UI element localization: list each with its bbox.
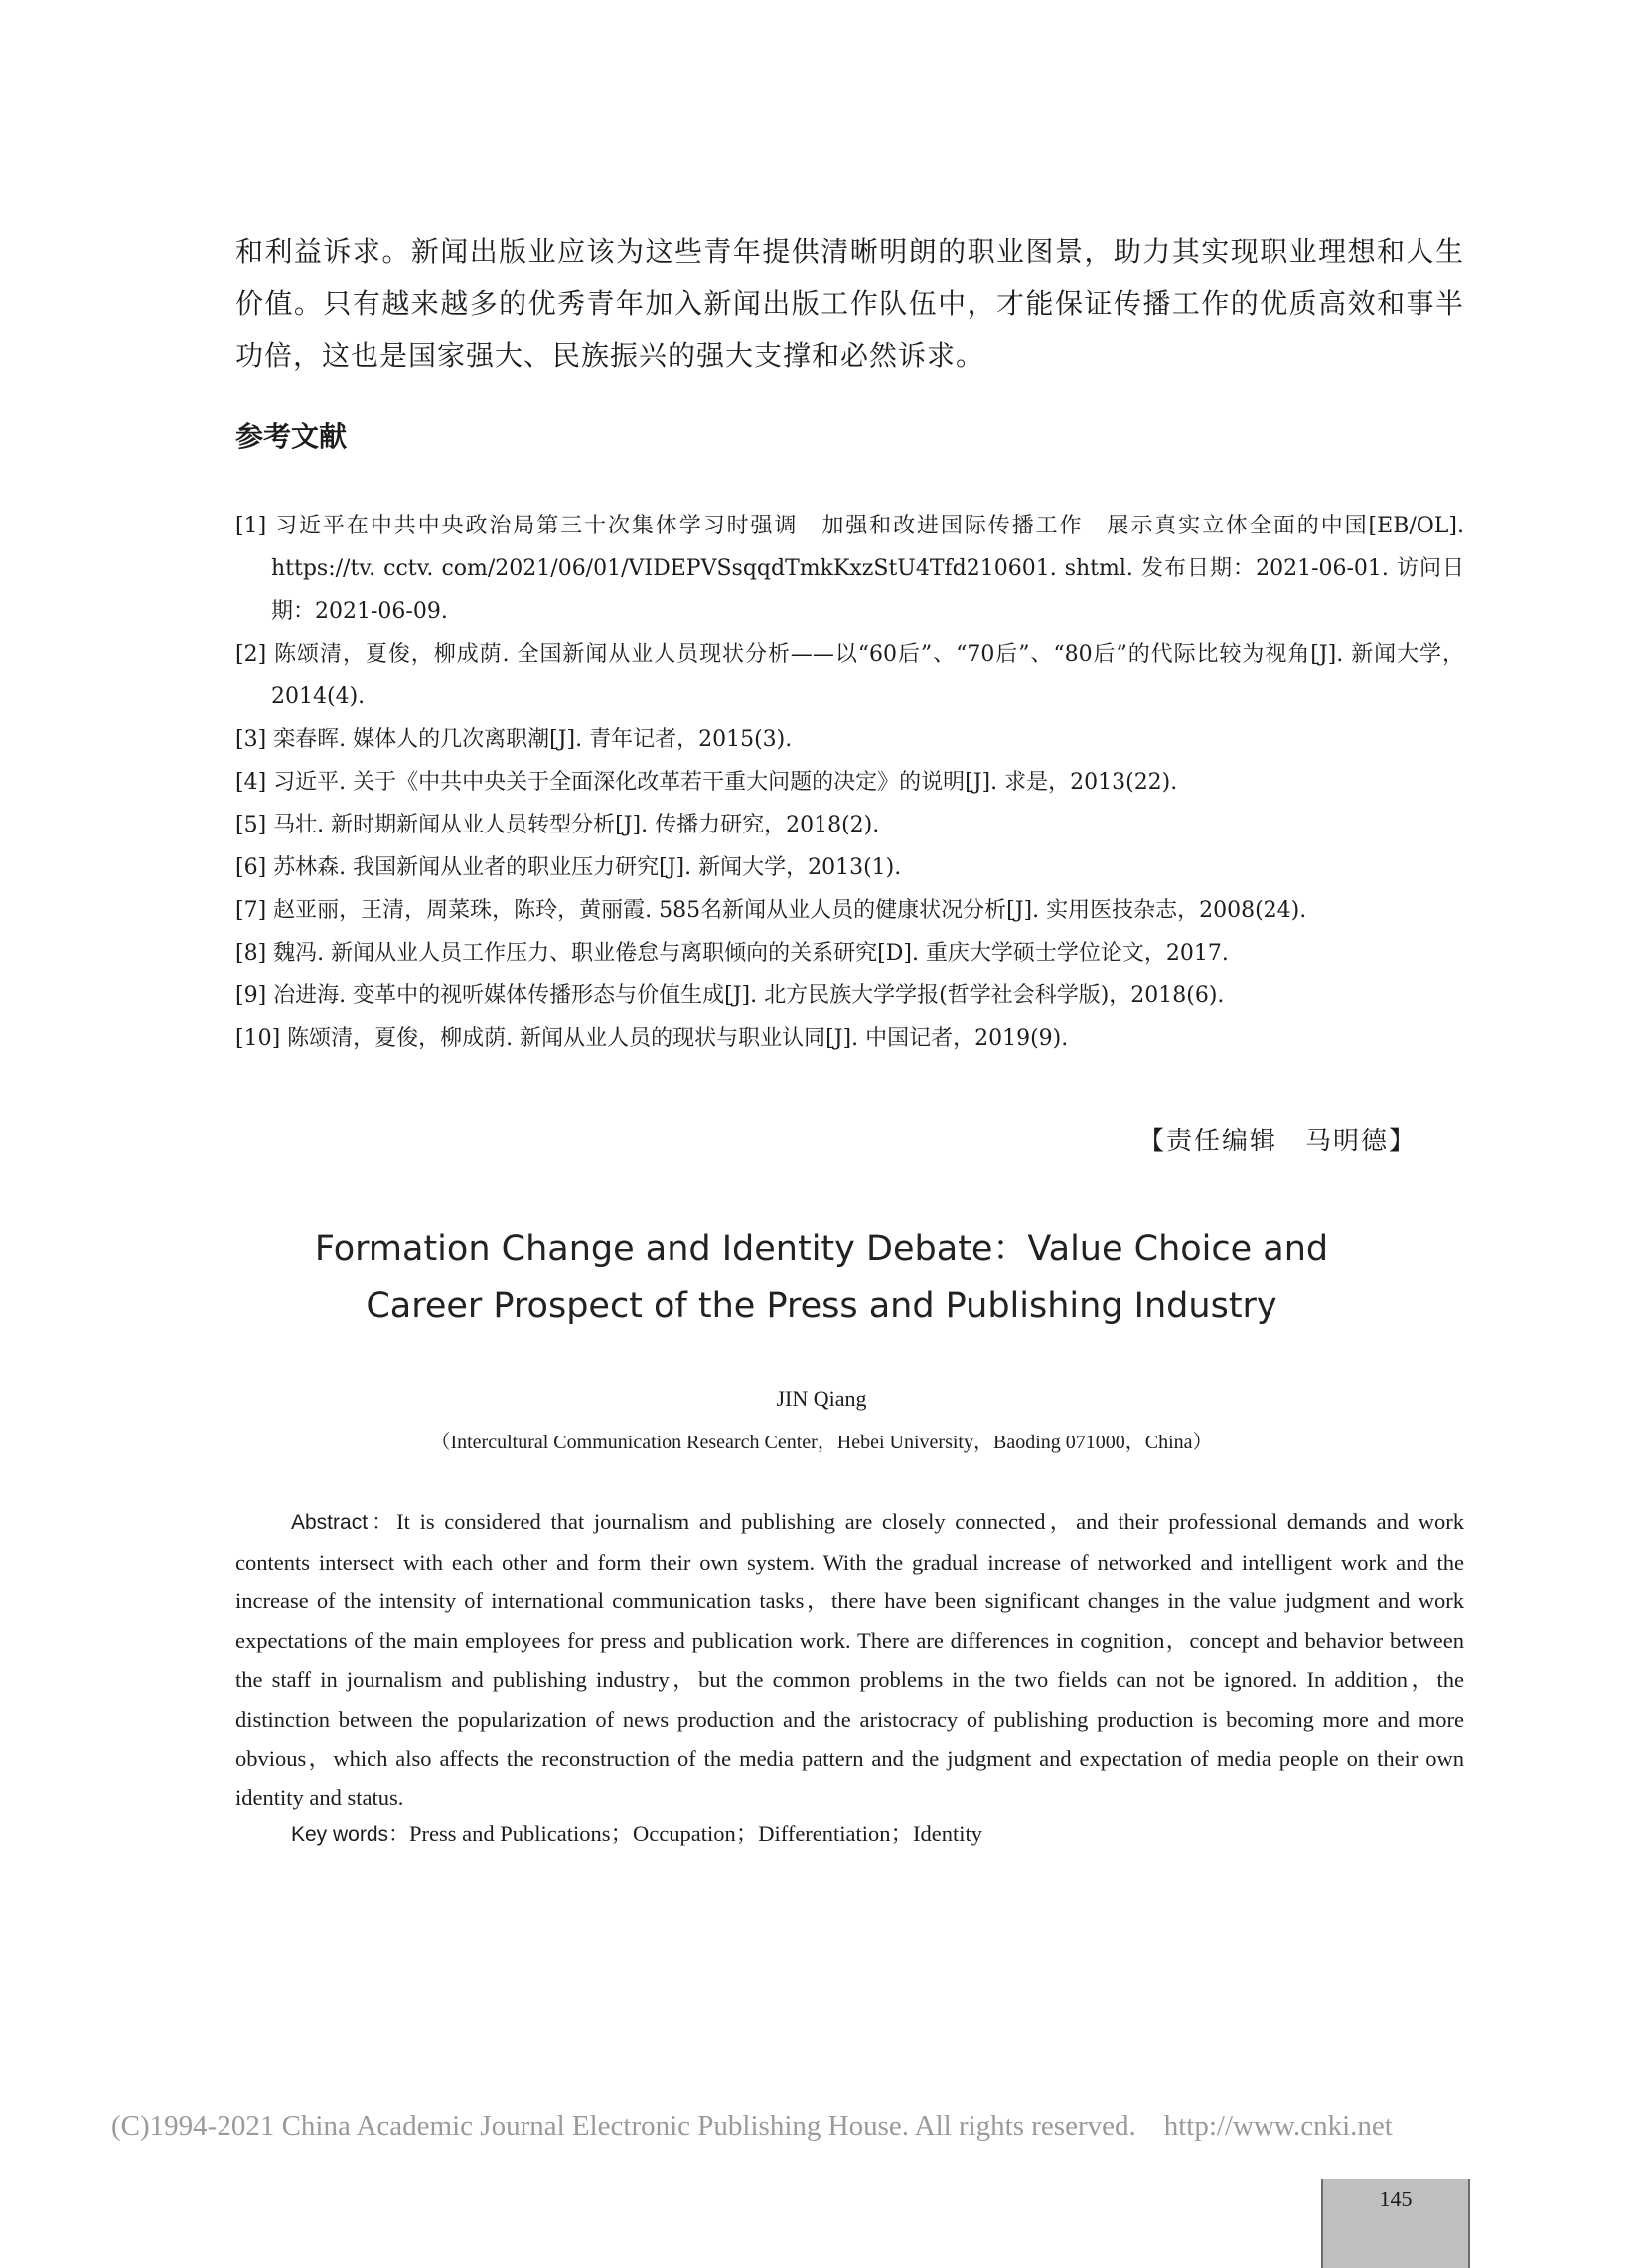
copyright-text: (C)1994-2021 China Academic Journal Electronic Publishing House. All rights reserved.: [111, 2110, 1136, 2142]
reference-item: [235, 718, 1464, 761]
reference-item: [235, 804, 1464, 846]
copyright-watermark: [111, 2110, 1502, 2143]
reference-item: [235, 889, 1464, 932]
page-number-tab: [1321, 2179, 1470, 2268]
english-title-line-1: Formation Change and Identity Debate：Value Choice and: [314, 1229, 1329, 1269]
reference-text: [4] 习近平. 关于《中共中央关于全面深化改革若干重大问题的决定》的说明[J]. 求是，2013(22).: [235, 770, 1178, 795]
reference-text: [8] 魏冯. 新闻从业人员工作压力、职业倦怠与离职倾向的关系研究[D]. 重庆大学硕士学位论文，2017.: [235, 941, 1229, 966]
reference-text: [2] 陈颂清，夏俊，柳成荫. 全国新闻从业人员现状分析——以“60后”、“70后”、“80后”的代际比较为视角[J]. 新闻大学，2014(4).: [235, 642, 1464, 709]
reference-item: [235, 975, 1464, 1017]
reference-item: [235, 633, 1464, 718]
reference-item: [235, 761, 1464, 804]
reference-item: [235, 846, 1464, 889]
page-number: 145: [1379, 2187, 1413, 2211]
keywords: [235, 1816, 1464, 1848]
keywords-text: Press and Publications；Occupation；Differentiation；Identity: [409, 1821, 983, 1846]
reference-item: [235, 1017, 1464, 1060]
keywords-label: Key words：: [291, 1823, 410, 1846]
reference-text: [5] 马壮. 新时期新闻从业人员转型分析[J]. 传播力研究，2018(2).: [235, 813, 880, 837]
reference-list: [235, 505, 1464, 1060]
reference-text: [6] 苏林森. 我国新闻从业者的职业压力研究[J]. 新闻大学，2013(1).: [235, 855, 902, 880]
reference-item: [235, 932, 1464, 975]
body-paragraph: 和利益诉求。新闻出版业应该为这些青年提供清晰明朗的职业图景，助力其实现职业理想和人生价值。只有越来越多的优秀青年加入新闻出版工作队伍中，才能保证传播工作的优质高效和事半功倍，这也是国家强大、民族振兴的强大支撑和必然诉求。: [235, 235, 1464, 372]
author-name: JIN Qiang: [776, 1386, 867, 1411]
reference-text: [1] 习近平在中共中央政治局第三十次集体学习时强调 加强和改进国际传播工作 展示真实立体全面的中国[EB/OL]. https://tv. cctv. com/2021/06/01/VIDEPVSsqqdTmkKxzStU4Tfd210601. shtml. 发布日期：2021-06-01. 访问日期：2021-06-09.: [235, 514, 1464, 624]
reference-item: [235, 505, 1464, 633]
abstract: [235, 1502, 1464, 1818]
abstract-label: Abstract：: [291, 1511, 397, 1534]
reference-text: [3] 栾春晖. 媒体人的几次离职潮[J]. 青年记者，2015(3).: [235, 727, 793, 752]
author-affiliation: （Intercultural Communication Research Center，Hebei University，Baoding 071000，China）: [430, 1432, 1213, 1453]
reference-text: [7] 赵亚丽，王清，周菜珠，陈玲，黄丽霞. 585名新闻从业人员的健康状况分析[J]. 实用医技杂志，2008(24).: [235, 898, 1307, 923]
responsible-editor-note: 【责任编辑 马明德】: [1137, 1127, 1417, 1156]
reference-text: [9] 冶进海. 变革中的视听媒体传播形态与价值生成[J]. 北方民族大学学报(哲学社会科学版)，2018(6).: [235, 983, 1225, 1008]
references-heading: 参考文献: [235, 420, 348, 453]
copyright-url: http://www.cnki.net: [1163, 2110, 1393, 2142]
english-title-line-2: Career Prospect of the Press and Publishing Industry: [366, 1286, 1277, 1326]
reference-text: [10] 陈颂清，夏俊，柳成荫. 新闻从业人员的现状与职业认同[J]. 中国记者，2019(9).: [235, 1026, 1069, 1051]
abstract-text: It is considered that journalism and publishing are closely connected，and their professional demands and work contents intersect with each other and form their own system. With the gradual increase of networked and intelligent work and the increase of the intensity of international communication tasks，there have been significant changes in the value judgment and work expectations of the main employees for press and publication work. There are differences in cognition，concept and behavior between the staff in journalism and publishing industry，but the common problems in the two fields can not be ignored. In addition，the distinction between the popularization of news production and the aristocracy of publishing production is becoming more and more obvious，which also affects the reconstruction of the media pattern and the judgment and expectation of media people on their own identity and status.: [235, 1509, 1465, 1811]
english-title: [0, 1220, 1643, 1335]
